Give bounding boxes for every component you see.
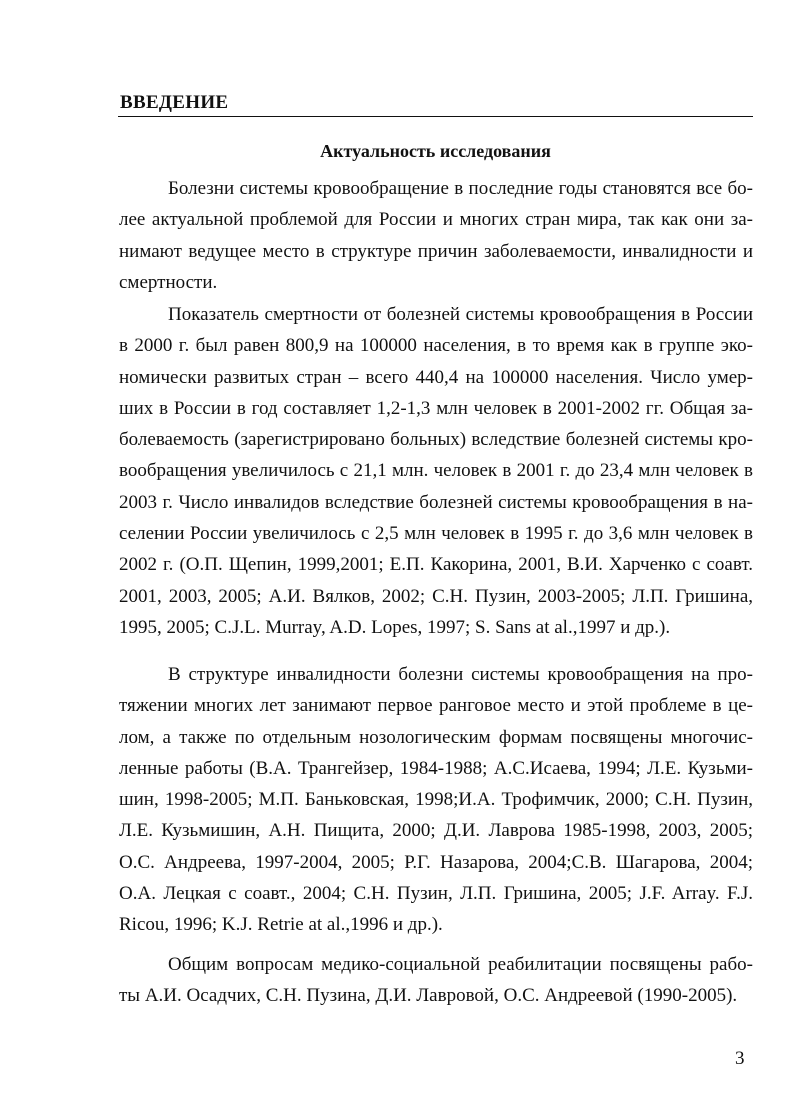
text-line: В структуре инвалидности болезни системы кровообращения на про- [168, 664, 753, 685]
text-line: 2003 г. Число инвалидов вследствие болезней системы кровообращения в на- [119, 491, 753, 513]
text-line: 1995, 2005; C.J.L. Murray, A.D. Lopes, 1997; S. Sans at al.,1997 и др.). [119, 616, 671, 638]
text-line: лее актуальной проблемой для России и многих стран мира, так как они за- [119, 209, 753, 231]
text-line: О.С. Андреева, 1997-2004, 2005; Р.Г. Назарова, 2004;С.В. Шагарова, 2004; [119, 851, 753, 873]
text-line: номически развитых стран – всего 440,4 на 100000 населения. Число умер- [119, 366, 753, 388]
text-line: 2002 г. (О.П. Щепин, 1999,2001; Е.П. Какорина, 2001, В.И. Харченко с соавт. [119, 554, 753, 576]
text-line: ты А.И. Осадчих, С.Н. Пузина, Д.И. Лавровой, О.С. Андреевой (1990-2005). [119, 985, 738, 1007]
text-line: Болезни системы кровообращение в последние годы становятся все бо- [168, 178, 753, 199]
text-line: лом, а также по отдельным нозологическим формам посвящены многочис- [119, 726, 753, 748]
paragraph-1 [119, 173, 753, 298]
text-line: Показатель смертности от болезней системы кровообращения в России [168, 304, 753, 325]
text-line: смертности. [119, 271, 218, 293]
page-number: 3 [735, 1048, 745, 1069]
text-line: нимают ведущее место в структуре причин заболеваемости, инвалидности и [119, 240, 753, 262]
text-line: в 2000 г. был равен 800,9 на 100000 населения, в то время как в группе эко- [119, 335, 753, 357]
text-line: Л.Е. Кузьмишин, А.Н. Пищита, 2000; Д.И. Лаврова 1985-1998, 2003, 2005; [119, 820, 753, 842]
heading-underline [118, 116, 753, 117]
text-line: ленные работы (В.А. Трангейзер, 1984-1988; А.С.Исаева, 1994; Л.Е. Кузьми- [119, 757, 753, 779]
text-line: болеваемость (зарегистрировано больных) вследствие болезней системы кро- [119, 429, 753, 451]
text-line: Ricou, 1996; K.J. Retrie at al.,1996 и др.). [119, 914, 443, 936]
text-line: О.А. Лецкая с соавт., 2004; С.Н. Пузин, Л.П. Гришина, 2005; J.F. Array. F.J. [119, 883, 753, 905]
subsection-title: Актуальность исследования [320, 141, 551, 161]
text-line: шин, 1998-2005; М.П. Баньковская, 1998;И.А. Трофимчик, 2000; С.Н. Пузин, [119, 789, 753, 811]
text-line: 2001, 2003, 2005; А.И. Вялков, 2002; С.Н. Пузин, 2003-2005; Л.П. Гришина, [119, 585, 753, 607]
text-line: селении России увеличилось с 2,5 млн человек в 1995 г. до 3,6 млн человек в [119, 523, 753, 545]
paragraph-4 [119, 949, 753, 1012]
paragraph-3 [119, 659, 753, 941]
paragraph-2 [119, 299, 753, 643]
text-line: тяжении многих лет занимают первое ранговое место и этой проблеме в це- [119, 695, 753, 717]
text-line: вообращения увеличилось с 21,1 млн. человек в 2001 г. до 23,4 млн человек в [119, 460, 753, 482]
section-heading: ВВЕДЕНИЕ [120, 92, 229, 113]
text-line: ших в России в год составляет 1,2-1,3 млн человек в 2001-2002 гг. Общая за- [119, 397, 753, 419]
text-line: Общим вопросам медико-социальной реабилитации посвящены рабо- [168, 954, 753, 975]
